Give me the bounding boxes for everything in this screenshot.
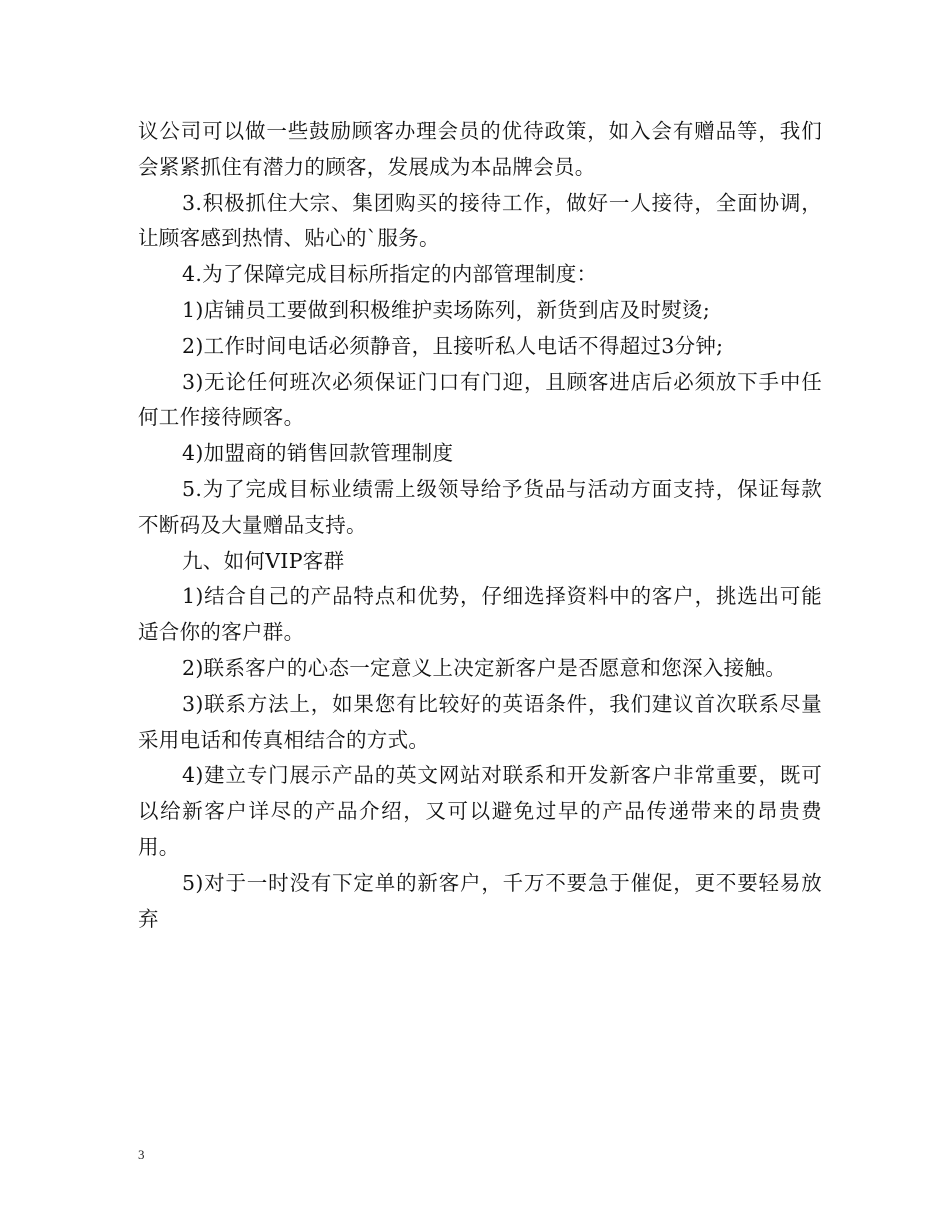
paragraph-3: 4.为了保障完成目标所指定的内部管理制度： <box>182 262 598 287</box>
paragraph-5: 2)工作时间电话必须静音，且接听私人电话不得超过3分钟; <box>182 333 724 358</box>
document-body <box>138 114 822 937</box>
page-number: 3 <box>138 1147 145 1162</box>
paragraph-4: 1)店铺员工要做到积极维护卖场陈列，新货到店及时熨烫; <box>182 297 711 322</box>
paragraph-14: 5)对于一时没有下定单的新客户，千万不要急于催促，更不要轻易放弃 <box>138 870 822 931</box>
paragraph-6: 3)无论任何班次必须保证门口有门迎，且顾客进店后必须放下手中任何工作接待顾客。 <box>138 369 822 430</box>
paragraph-11: 2)联系客户的心态一定意义上决定新客户是否愿意和您深入接触。 <box>182 655 787 680</box>
paragraph-13: 4)建立专门展示产品的英文网站对联系和开发新客户非常重要，既可以给新客户详尽的产品介绍，又可以避免过早的产品传递带来的昂贵费用。 <box>138 763 822 859</box>
paragraph-2: 3.积极抓住大宗、集团购买的接待工作，做好一人接待，全面协调，让顾客感到热情、贴心的`服务。 <box>138 190 822 251</box>
paragraph-10: 1)结合自己的产品特点和优势，仔细选择资料中的客户，挑选出可能适合你的客户群。 <box>138 584 822 645</box>
paragraph-1: 议公司可以做一些鼓励顾客办理会员的优待政策，如入会有赠品等，我们会紧紧抓住有潜力的顾客，发展成为本品牌会员。 <box>138 119 822 179</box>
paragraph-7: 4)加盟商的销售回款管理制度 <box>182 441 454 466</box>
section-heading-vip: 九、如何VIP客群 <box>182 548 345 573</box>
paragraph-8: 5.为了完成目标业绩需上级领导给予货品与活动方面支持，保证每款不断码及大量赠品支持。 <box>138 476 822 537</box>
paragraph-12: 3)联系方法上，如果您有比较好的英语条件，我们建议首次联系尽量采用电话和传真相结合的方式。 <box>138 691 822 752</box>
